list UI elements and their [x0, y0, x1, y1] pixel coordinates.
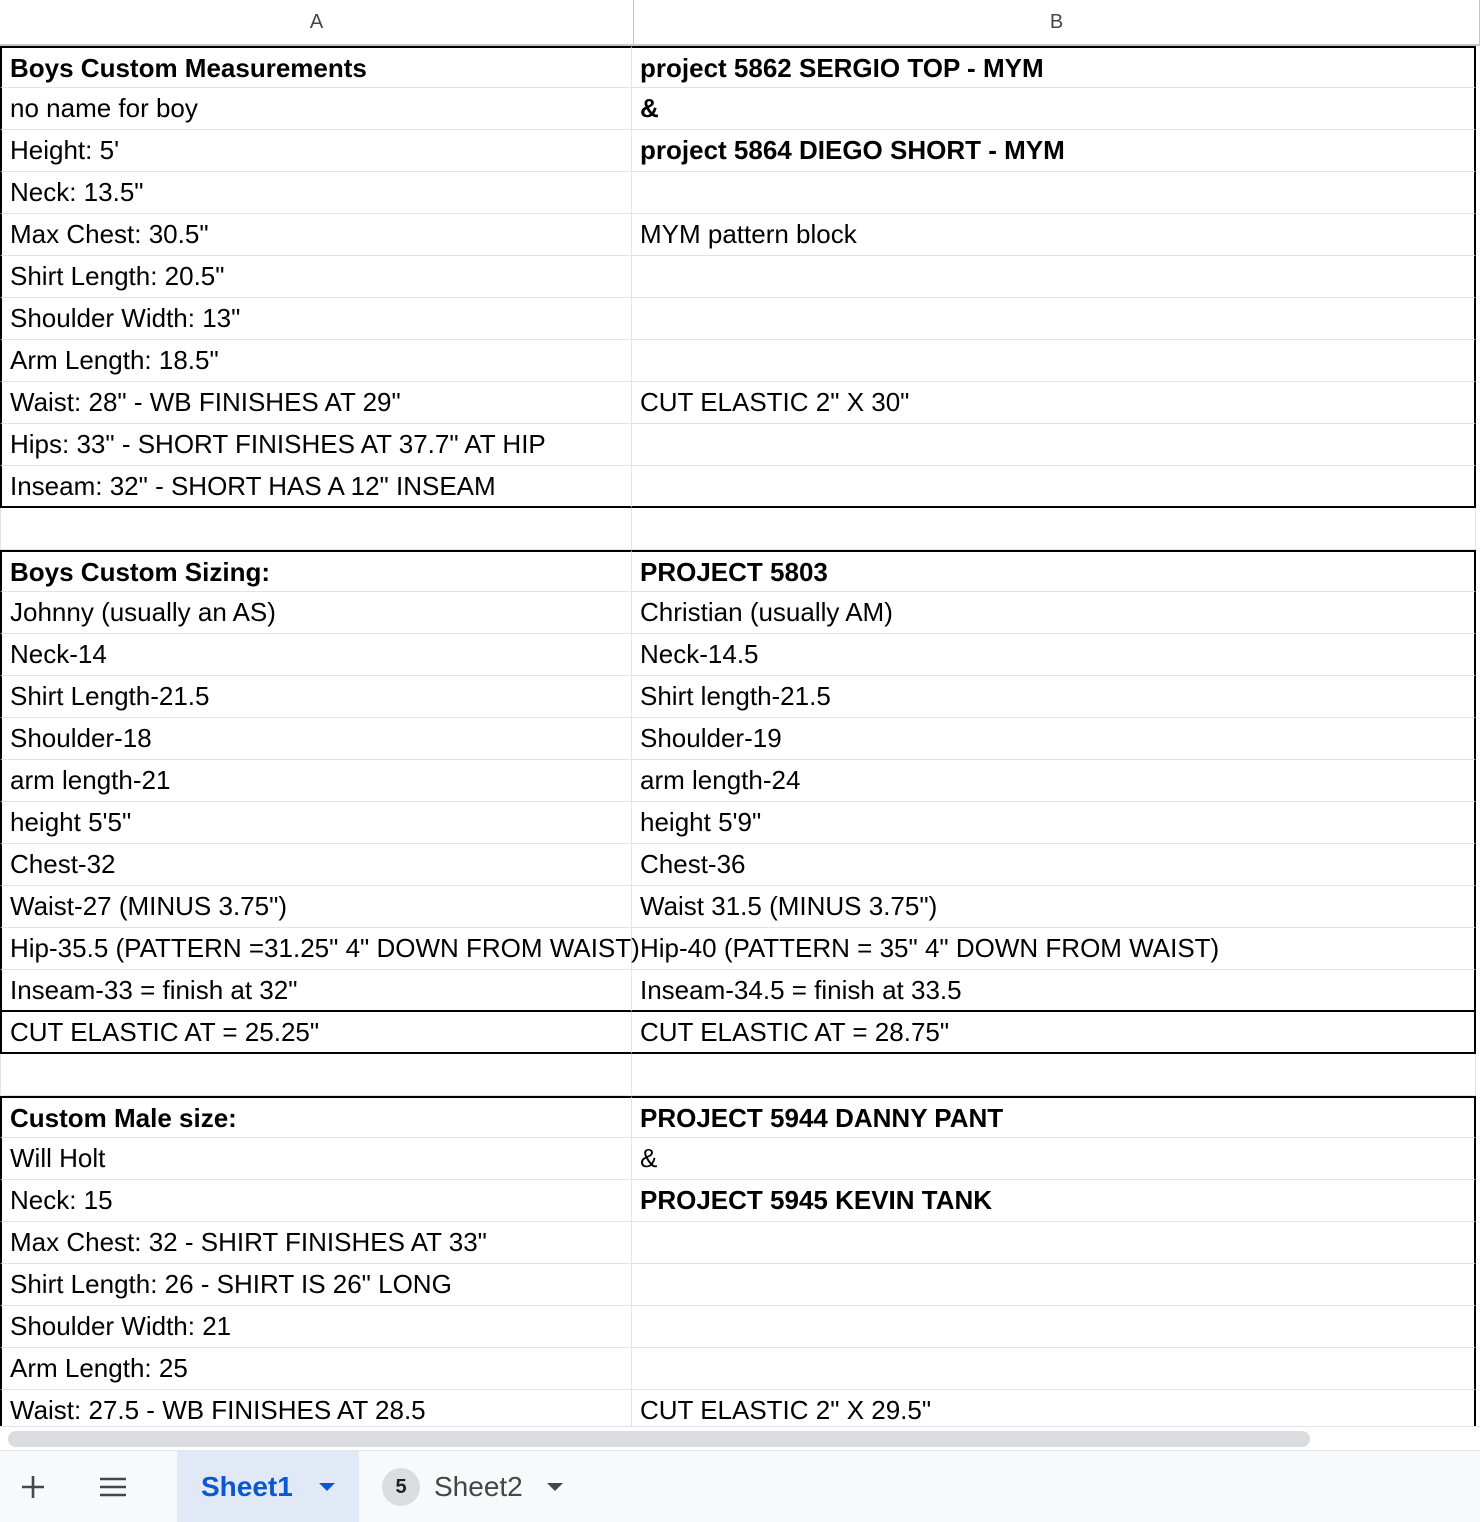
cell-a3[interactable]: Height: 5'	[0, 130, 632, 172]
table-row	[0, 466, 1480, 508]
cell-b19[interactable]: height 5'9"	[632, 802, 1476, 844]
table-row	[0, 130, 1480, 172]
cell-a9[interactable]: Waist: 28" - WB FINISHES AT 29"	[0, 382, 632, 424]
plus-icon	[20, 1474, 46, 1500]
cell-b25[interactable]	[632, 1054, 1476, 1096]
hamburger-menu-icon	[98, 1475, 128, 1499]
table-row	[0, 1180, 1480, 1222]
cell-a28[interactable]: Neck: 15	[0, 1180, 632, 1222]
cell-b17[interactable]: Shoulder-19	[632, 718, 1476, 760]
table-row	[0, 928, 1480, 970]
cell-a32[interactable]: Arm Length: 25	[0, 1348, 632, 1390]
cell-a8[interactable]: Arm Length: 18.5"	[0, 340, 632, 382]
cell-b5[interactable]: MYM pattern block	[632, 214, 1476, 256]
cell-b2[interactable]: &	[632, 88, 1476, 130]
table-row	[0, 424, 1480, 466]
cell-b23[interactable]: Inseam-34.5 = finish at 33.5	[632, 970, 1476, 1012]
table-row	[0, 1096, 1480, 1138]
cell-a21[interactable]: Waist-27 (MINUS 3.75")	[0, 886, 632, 928]
table-row	[0, 298, 1480, 340]
cell-b29[interactable]	[632, 1222, 1476, 1264]
cell-b21[interactable]: Waist 31.5 (MINUS 3.75")	[632, 886, 1476, 928]
table-row	[0, 1012, 1480, 1054]
tab-sheet2[interactable]	[382, 1451, 582, 1522]
table-row	[0, 1222, 1480, 1264]
cell-b27[interactable]: &	[632, 1138, 1476, 1180]
cell-b30[interactable]	[632, 1264, 1476, 1306]
table-row	[0, 172, 1480, 214]
table-row	[0, 1138, 1480, 1180]
table-row	[0, 970, 1480, 1012]
cell-a2[interactable]: no name for boy	[0, 88, 632, 130]
table-row	[0, 508, 1480, 550]
cell-a20[interactable]: Chest-32	[0, 844, 632, 886]
cell-b12[interactable]	[632, 508, 1476, 550]
cell-a25[interactable]	[0, 1054, 632, 1096]
cell-b15[interactable]: Neck-14.5	[632, 634, 1476, 676]
table-row	[0, 592, 1480, 634]
sheet-tab-bar	[0, 1450, 1480, 1522]
cell-a10[interactable]: Hips: 33" - SHORT FINISHES AT 37.7" AT HIP	[0, 424, 632, 466]
cell-a29[interactable]: Max Chest: 32 - SHIRT FINISHES AT 33"	[0, 1222, 632, 1264]
cell-b4[interactable]	[632, 172, 1476, 214]
table-row	[0, 1306, 1480, 1348]
horizontal-scrollbar[interactable]	[0, 1426, 1480, 1451]
cell-b11[interactable]	[632, 466, 1476, 508]
cell-b9[interactable]: CUT ELASTIC 2" X 30"	[632, 382, 1476, 424]
cell-a22[interactable]: Hip-35.5 (PATTERN =31.25" 4" DOWN FROM WAIST)	[0, 928, 632, 970]
table-row	[0, 1390, 1480, 1426]
cell-a11[interactable]: Inseam: 32" - SHORT HAS A 12" INSEAM	[0, 466, 632, 508]
table-row	[0, 634, 1480, 676]
cell-a16[interactable]: Shirt Length-21.5	[0, 676, 632, 718]
table-row	[0, 802, 1480, 844]
add-sheet-button[interactable]	[11, 1465, 55, 1509]
cell-a26[interactable]: Custom Male size:	[0, 1096, 632, 1138]
cell-a6[interactable]: Shirt Length: 20.5"	[0, 256, 632, 298]
cell-b26[interactable]: PROJECT 5944 DANNY PANT	[632, 1096, 1476, 1138]
tab-label: Sheet1	[201, 1471, 293, 1502]
cell-b6[interactable]	[632, 256, 1476, 298]
cell-b3[interactable]: project 5864 DIEGO SHORT - MYM	[632, 130, 1476, 172]
table-row	[0, 1264, 1480, 1306]
cell-b7[interactable]	[632, 298, 1476, 340]
table-row	[0, 718, 1480, 760]
cell-b16[interactable]: Shirt length-21.5	[632, 676, 1476, 718]
tab-sheet1[interactable]	[177, 1451, 359, 1522]
cell-b20[interactable]: Chest-36	[632, 844, 1476, 886]
cell-b32[interactable]	[632, 1348, 1476, 1390]
cell-b31[interactable]	[632, 1306, 1476, 1348]
table-row	[0, 340, 1480, 382]
cell-a13[interactable]: Boys Custom Sizing:	[0, 550, 632, 592]
cell-a5[interactable]: Max Chest: 30.5"	[0, 214, 632, 256]
cell-a15[interactable]: Neck-14	[0, 634, 632, 676]
notification-badge: 5	[382, 1468, 420, 1506]
cell-a24[interactable]: CUT ELASTIC AT = 25.25"	[0, 1012, 632, 1054]
cell-a33[interactable]: Waist: 27.5 - WB FINISHES AT 28.5	[0, 1390, 632, 1426]
cell-a23[interactable]: Inseam-33 = finish at 32"	[0, 970, 632, 1012]
table-row	[0, 760, 1480, 802]
column-header-a[interactable]: A	[0, 0, 634, 46]
cell-a7[interactable]: Shoulder Width: 13"	[0, 298, 632, 340]
cell-b1[interactable]: project 5862 SERGIO TOP - MYM	[632, 46, 1476, 88]
table-row	[0, 676, 1480, 718]
table-row	[0, 256, 1480, 298]
chevron-down-icon[interactable]	[319, 1483, 335, 1491]
cell-b24[interactable]: CUT ELASTIC AT = 28.75"	[632, 1012, 1476, 1054]
cell-a30[interactable]: Shirt Length: 26 - SHIRT IS 26" LONG	[0, 1264, 632, 1306]
cell-a14[interactable]: Johnny (usually an AS)	[0, 592, 632, 634]
cell-b13[interactable]: PROJECT 5803	[632, 550, 1476, 592]
chevron-down-icon[interactable]	[547, 1483, 563, 1491]
table-row	[0, 88, 1480, 130]
column-header-b[interactable]: B	[634, 0, 1480, 46]
table-row	[0, 214, 1480, 256]
cell-a18[interactable]: arm length-21	[0, 760, 632, 802]
cell-b22[interactable]: Hip-40 (PATTERN = 35" 4" DOWN FROM WAIST)	[632, 928, 1476, 970]
cell-a4[interactable]: Neck: 13.5"	[0, 172, 632, 214]
cell-b8[interactable]	[632, 340, 1476, 382]
table-row	[0, 550, 1480, 592]
cell-b28[interactable]: PROJECT 5945 KEVIN TANK	[632, 1180, 1476, 1222]
tab-label: Sheet2	[434, 1471, 523, 1502]
cell-b33[interactable]: CUT ELASTIC 2" X 29.5"	[632, 1390, 1476, 1426]
cell-a19[interactable]: height 5'5"	[0, 802, 632, 844]
cell-grid	[0, 46, 1480, 1426]
table-row	[0, 382, 1480, 424]
cell-a12[interactable]	[0, 508, 632, 550]
table-row	[0, 844, 1480, 886]
all-sheets-button[interactable]	[91, 1465, 135, 1509]
table-row	[0, 1054, 1480, 1096]
cell-b18[interactable]: arm length-24	[632, 760, 1476, 802]
cell-b10[interactable]	[632, 424, 1476, 466]
table-row	[0, 46, 1480, 88]
cell-a1[interactable]: Boys Custom Measurements	[0, 46, 632, 88]
cell-a27[interactable]: Will Holt	[0, 1138, 632, 1180]
table-row	[0, 1348, 1480, 1390]
horizontal-scrollbar-thumb[interactable]	[8, 1431, 1310, 1447]
table-row	[0, 886, 1480, 928]
cell-a17[interactable]: Shoulder-18	[0, 718, 632, 760]
cell-a31[interactable]: Shoulder Width: 21	[0, 1306, 632, 1348]
cell-b14[interactable]: Christian (usually AM)	[632, 592, 1476, 634]
